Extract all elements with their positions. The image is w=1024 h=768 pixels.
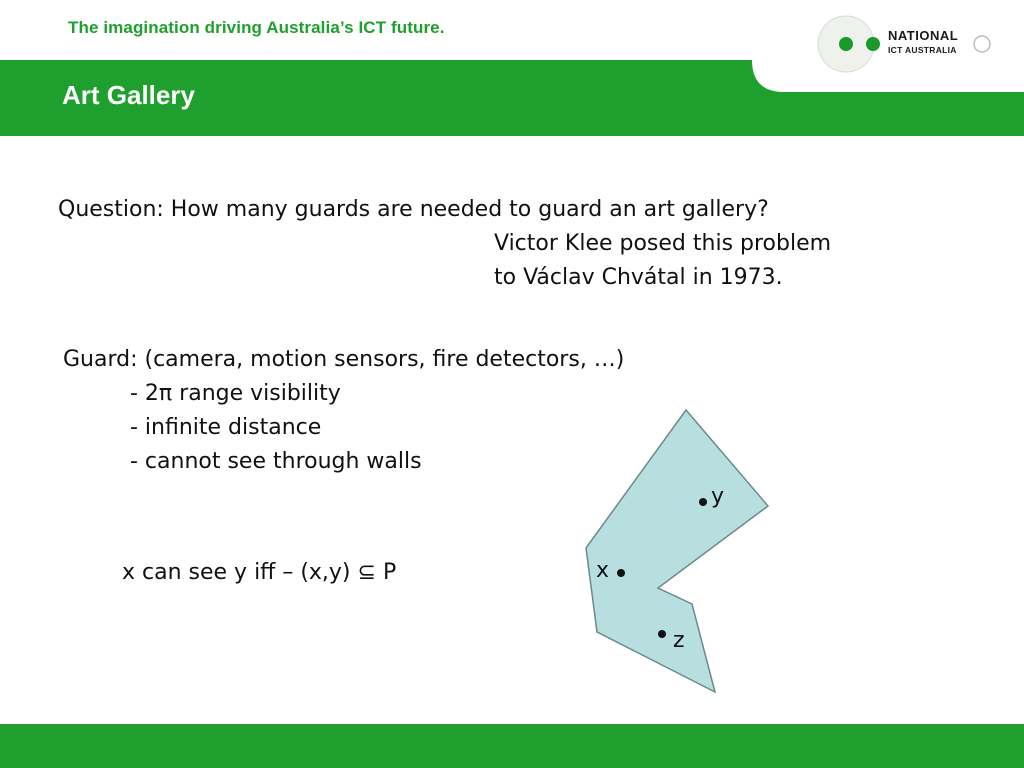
point-y-label: y — [711, 484, 725, 509]
guard-item-walls: - cannot see through walls — [130, 449, 422, 474]
point-x-marker — [617, 569, 625, 577]
guard-item-range: - 2π range visibility — [130, 381, 341, 406]
attribution-line-1: Victor Klee posed this problem — [494, 231, 832, 256]
gallery-polygon — [560, 400, 800, 700]
point-z-marker — [658, 630, 666, 638]
footer-bar — [0, 724, 1024, 768]
visibility-rule: x can see y iff – (x,y) ⊆ P — [122, 560, 397, 585]
point-z-label: z — [673, 628, 685, 653]
tagline: The imagination driving Australia’s ICT future. — [68, 18, 445, 37]
point-y-marker — [699, 498, 707, 506]
point-x-label: x — [596, 558, 610, 583]
question-text: Question: How many guards are needed to guard an art gallery? — [58, 197, 769, 222]
attribution-line-2: to Václav Chvátal in 1973. — [494, 265, 783, 290]
slide-title: Art Gallery — [62, 80, 195, 110]
guard-item-distance: - infinite distance — [130, 415, 322, 440]
logo-line-1: NATIONAL — [888, 28, 959, 43]
guard-heading: Guard: (camera, motion sensors, fire detectors, …) — [63, 347, 625, 372]
logo-line-2: ICT AUSTRALIA — [888, 45, 957, 55]
